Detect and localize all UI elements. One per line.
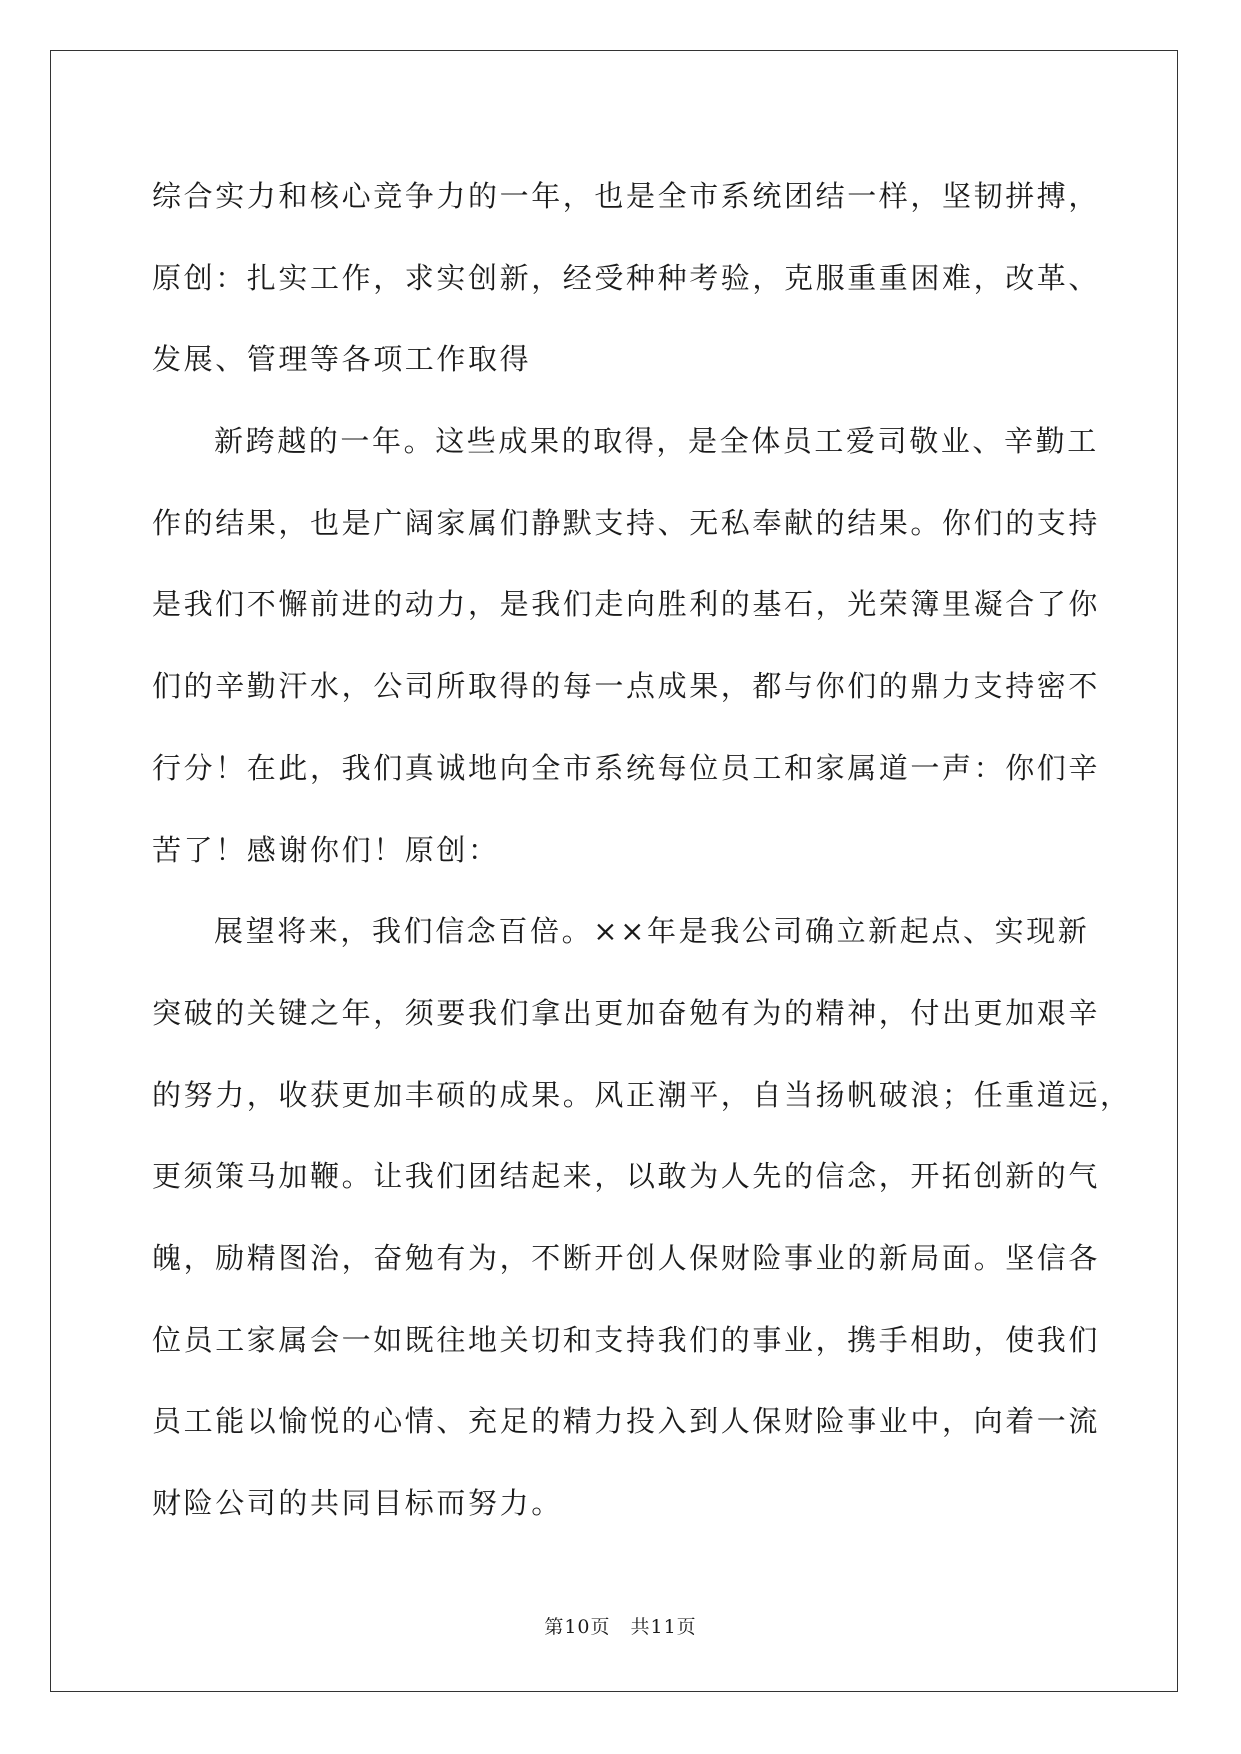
text-line: 的努力，收获更加丰硕的成果。风正潮平，自当扬帆破浪；任重道远， — [152, 1077, 1132, 1112]
page-number-footer: 第10页 共11页 — [544, 1616, 697, 1638]
text-line: 更须策马加鞭。让我们团结起来，以敢为人先的信念，开拓创新的气 — [152, 1159, 1101, 1194]
text-line: 位员工家属会一如既往地关切和支持我们的事业，携手相助，使我们 — [152, 1322, 1101, 1357]
text-line: 行分！在此，我们真诚地向全市系统每位员工和家属道一声：你们辛 — [152, 750, 1101, 785]
text-line: 综合实力和核心竞争力的一年，也是全市系统团结一样，坚韧拼搏， — [152, 179, 1101, 213]
text-line: 发展、管理等各项工作取得 — [152, 342, 532, 377]
text-line: 是我们不懈前进的动力，是我们走向胜利的基石，光荣簿里凝合了你 — [152, 587, 1101, 622]
text-line: 展望将来，我们信念百倍。××年是我公司确立新起点、实现新 — [214, 914, 1090, 949]
text-line: 作的结果，也是广阔家属们静默支持、无私奉献的结果。你们的支持 — [152, 505, 1101, 540]
text-line: 新跨越的一年。这些成果的取得，是全体员工爱司敬业、辛勤工 — [214, 424, 1099, 459]
body-text — [152, 166, 1132, 1555]
text-line: 魄，励精图治，奋勉有为，不断开创人保财险事业的新局面。坚信各 — [152, 1240, 1101, 1275]
text-line: 员工能以愉悦的心情、充足的精力投入到人保财险事业中，向着一流 — [152, 1404, 1101, 1439]
text-line: 原创：扎实工作，求实创新，经受种种考验，克服重重困难，改革、 — [152, 260, 1101, 295]
text-line: 突破的关键之年，须要我们拿出更加奋勉有为的精神，付出更加艰辛 — [152, 995, 1101, 1030]
text-line: 们的辛勤汗水，公司所取得的每一点成果，都与你们的鼎力支持密不 — [152, 669, 1101, 704]
text-line: 财险公司的共同目标而努力。 — [152, 1486, 563, 1520]
text-line: 苦了！感谢你们！原创： — [152, 832, 500, 867]
